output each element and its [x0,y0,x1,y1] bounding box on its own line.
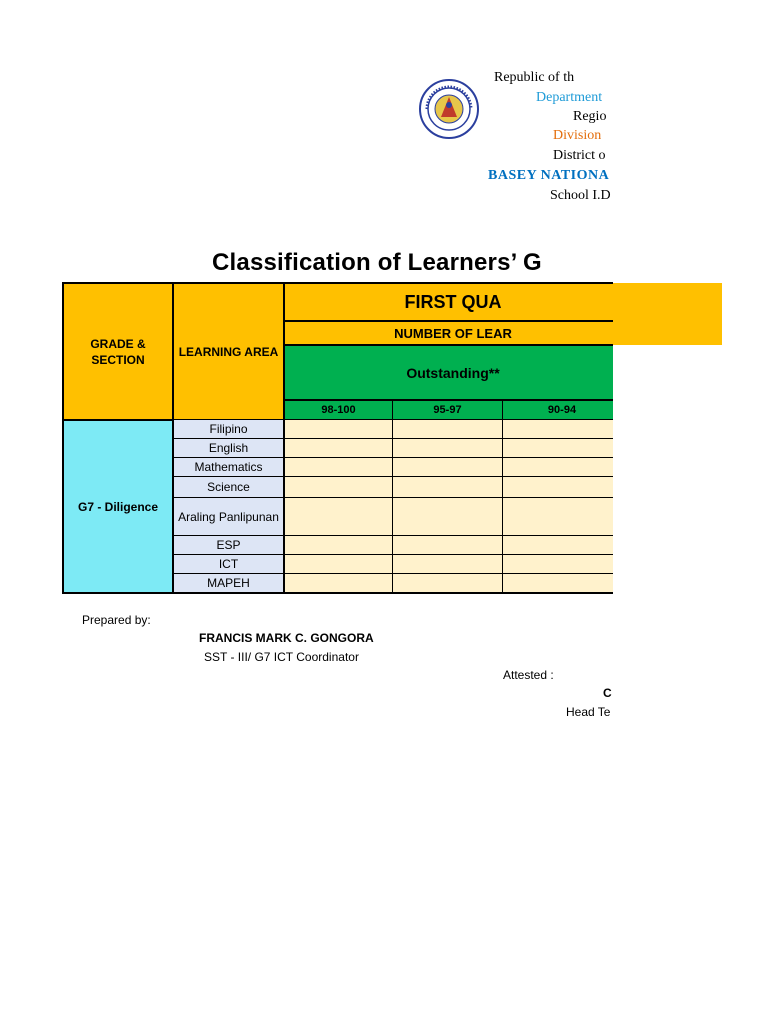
count-cell[interactable] [502,419,613,439]
number-of-learners-header: NUMBER OF LEAR [283,320,613,346]
count-cell[interactable] [284,554,393,574]
count-cell[interactable] [502,438,613,458]
count-cell[interactable] [502,497,613,536]
count-cell[interactable] [502,573,613,594]
count-cell[interactable] [392,554,503,574]
count-cell[interactable] [502,457,613,477]
count-cell[interactable] [392,535,503,555]
attester-title: Head Te [566,705,611,719]
count-cell[interactable] [284,497,393,536]
preparer-name: FRANCIS MARK C. GONGORA [199,631,374,645]
subject-cell: ESP [173,535,284,555]
range-header: 95-97 [392,400,503,420]
deped-seal-icon [419,79,479,139]
school-id-line: School I.D [550,188,611,203]
grade-section-header: GRADE & SECTION [62,282,174,421]
school-name: BASEY NATIONA [488,168,610,183]
subject-cell: MAPEH [173,573,284,594]
prepared-by-label: Prepared by: [82,613,151,627]
subject-cell: Araling Panlipunan [173,497,284,536]
count-cell[interactable] [392,438,503,458]
subject-cell: Science [173,476,284,498]
count-cell[interactable] [284,419,393,439]
count-cell[interactable] [392,497,503,536]
attester-name: C [603,686,612,700]
subject-cell: Filipino [173,419,284,439]
count-cell[interactable] [284,535,393,555]
range-header: 90-94 [502,400,613,420]
region-line: Regio [573,109,607,124]
subject-cell: English [173,438,284,458]
outstanding-header: Outstanding** [283,344,613,401]
count-cell[interactable] [392,457,503,477]
count-cell[interactable] [284,438,393,458]
republic-line: Republic of th [494,70,575,85]
learning-area-header: LEARNING AREA [172,282,285,421]
district-line: District o [553,148,606,163]
count-cell[interactable] [392,419,503,439]
count-cell[interactable] [392,476,503,498]
attested-label: Attested : [503,668,554,682]
count-cell[interactable] [284,573,393,594]
count-cell[interactable] [502,476,613,498]
section-cell: G7 - Diligence [62,419,174,594]
count-cell[interactable] [502,535,613,555]
page-title: Classification of Learners’ G [212,249,542,276]
department-line: Department [536,90,603,105]
count-cell[interactable] [284,457,393,477]
quarter-header: FIRST QUA [283,282,613,322]
range-header: 98-100 [284,400,393,420]
subject-cell: ICT [173,554,284,574]
division-line: Division [553,128,602,143]
subject-cell: Mathematics [173,457,284,477]
count-cell[interactable] [392,573,503,594]
count-cell[interactable] [502,554,613,574]
count-cell[interactable] [284,476,393,498]
quarter-banner-extension [613,283,722,345]
preparer-title: SST - III/ G7 ICT Coordinator [204,650,359,664]
